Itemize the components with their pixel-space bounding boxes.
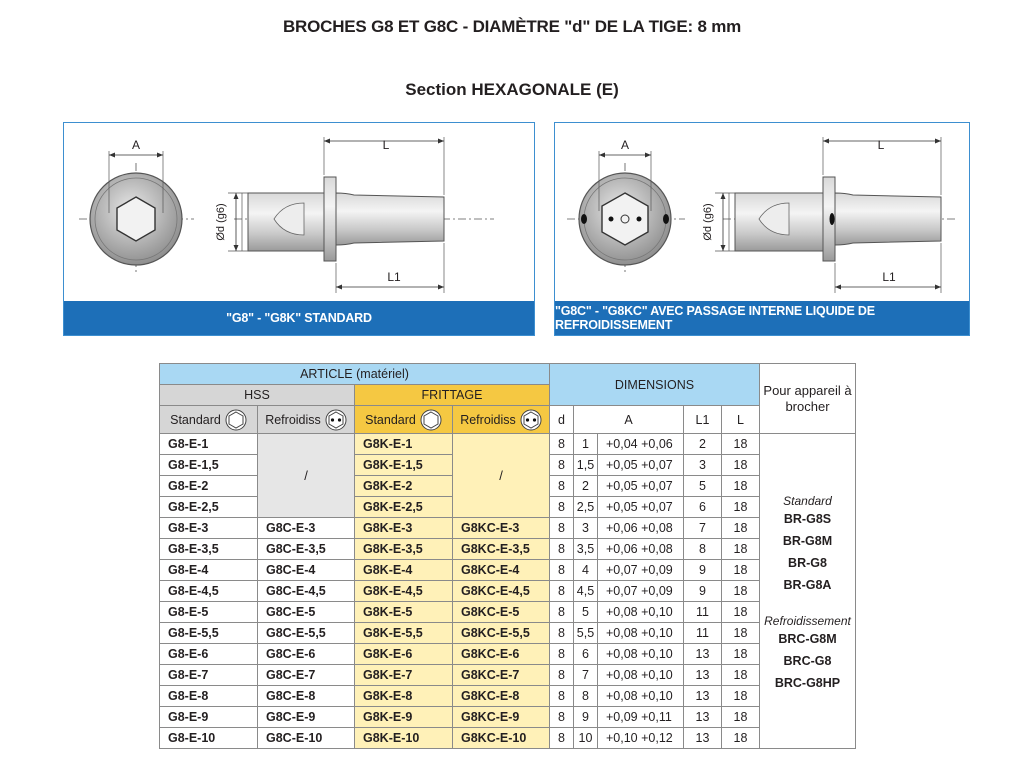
cell-l1: 3 — [684, 455, 722, 476]
cell-frittage-standard: G8K-E-2 — [355, 476, 453, 497]
cell-l1: 2 — [684, 434, 722, 455]
table-row — [160, 434, 856, 455]
table-row — [160, 728, 856, 749]
cell-d: 8 — [550, 539, 574, 560]
header-frittage-refroid — [453, 406, 550, 434]
broach-drawing-coolant — [555, 123, 969, 303]
cell-hss-refroid: G8C-E-8 — [258, 686, 355, 707]
cell-a: 3,5 — [574, 539, 598, 560]
hexagon-coolant-icon — [520, 409, 542, 431]
side-view — [228, 137, 494, 293]
cell-l1: 11 — [684, 602, 722, 623]
cell-l1: 13 — [684, 644, 722, 665]
cell-frittage-standard: G8K-E-4,5 — [355, 581, 453, 602]
cell-l: 18 — [722, 623, 760, 644]
cell-hss-standard: G8-E-10 — [160, 728, 258, 749]
cell-a: 6 — [574, 644, 598, 665]
cell-frittage-standard: G8K-E-5 — [355, 602, 453, 623]
cell-d: 8 — [550, 434, 574, 455]
machines-list — [760, 434, 856, 749]
cell-a: 10 — [574, 728, 598, 749]
cell-frittage-standard: G8K-E-5,5 — [355, 623, 453, 644]
cell-d: 8 — [550, 707, 574, 728]
header-hss-standard — [160, 406, 258, 434]
cell-l1: 11 — [684, 623, 722, 644]
cell-hss-refroid: G8C-E-4 — [258, 560, 355, 581]
label-l: L — [382, 138, 390, 152]
machine-standard: BR-G8S — [783, 512, 832, 526]
label-standard: Standard — [365, 412, 416, 427]
cell-hss-standard: G8-E-1,5 — [160, 455, 258, 476]
cell-a: 4,5 — [574, 581, 598, 602]
cell-hss-refroid: G8C-E-5,5 — [258, 623, 355, 644]
cell-d: 8 — [550, 644, 574, 665]
cell-l1: 5 — [684, 476, 722, 497]
side-view — [715, 137, 955, 293]
end-view — [79, 151, 194, 275]
cell-d: 8 — [550, 560, 574, 581]
cell-l1: 7 — [684, 518, 722, 539]
cell-hss-standard: G8-E-3,5 — [160, 539, 258, 560]
cell-a: 5 — [574, 602, 598, 623]
cell-d: 8 — [550, 476, 574, 497]
cell-frittage-refroid: G8KC-E-7 — [453, 665, 550, 686]
cell-a: 1 — [574, 434, 598, 455]
cell-l: 18 — [722, 644, 760, 665]
cell-hss-standard: G8-E-3 — [160, 518, 258, 539]
cell-a-tolerance: +0,08 +0,10 — [598, 686, 684, 707]
machine-standard: BR-G8 — [788, 556, 827, 570]
cell-l: 18 — [722, 707, 760, 728]
cell-hss-standard: G8-E-1 — [160, 434, 258, 455]
cell-frittage-refroid: G8KC-E-6 — [453, 644, 550, 665]
cell-a-tolerance: +0,07 +0,09 — [598, 581, 684, 602]
cell-l: 18 — [722, 476, 760, 497]
spec-table — [159, 363, 856, 749]
cell-frittage-refroid: G8KC-E-8 — [453, 686, 550, 707]
machine-refroid: BRC-G8M — [778, 632, 837, 646]
cell-d: 8 — [550, 728, 574, 749]
cell-l: 18 — [722, 518, 760, 539]
cell-a: 5,5 — [574, 623, 598, 644]
header-col-d: d — [550, 406, 574, 434]
panel-caption-standard: "G8" - "G8K" STANDARD — [64, 301, 534, 335]
diagram-panel-coolant — [554, 122, 970, 336]
cell-hss-refroid: G8C-E-7 — [258, 665, 355, 686]
label-a: A — [131, 138, 141, 152]
cell-a-tolerance: +0,09 +0,11 — [598, 707, 684, 728]
cell-l: 18 — [722, 434, 760, 455]
cell-hss-refroid: G8C-E-5 — [258, 602, 355, 623]
cell-a-tolerance: +0,05 +0,07 — [598, 497, 684, 518]
cell-d: 8 — [550, 623, 574, 644]
cell-a-tolerance: +0,05 +0,07 — [598, 476, 684, 497]
cell-a: 9 — [574, 707, 598, 728]
section-subtitle: Section HEXAGONALE (E) — [405, 80, 619, 99]
label-l1: L1 — [882, 270, 896, 284]
header-col-a: A — [574, 406, 684, 434]
cell-frittage-refroid: G8KC-E-5,5 — [453, 623, 550, 644]
cell-l: 18 — [722, 497, 760, 518]
cell-frittage-refroid: G8KC-E-4 — [453, 560, 550, 581]
table-row — [160, 707, 856, 728]
cell-d: 8 — [550, 455, 574, 476]
cell-a-tolerance: +0,06 +0,08 — [598, 539, 684, 560]
cell-a-tolerance: +0,06 +0,08 — [598, 518, 684, 539]
header-hss: HSS — [160, 385, 355, 406]
label-diameter: Ød (g6) — [702, 203, 714, 241]
panel-caption-coolant: "G8C" - "G8KC" AVEC PASSAGE INTERNE LIQUIDE DE REFROIDISSEMENT — [555, 301, 969, 335]
cell-hss-standard: G8-E-2,5 — [160, 497, 258, 518]
label-a: A — [620, 138, 630, 152]
cell-hss-standard: G8-E-5,5 — [160, 623, 258, 644]
cell-frittage-refroid: G8KC-E-3,5 — [453, 539, 550, 560]
cell-frittage-standard: G8K-E-1 — [355, 434, 453, 455]
cell-a: 1,5 — [574, 455, 598, 476]
page-title: BROCHES G8 ET G8C - DIAMÈTRE "d" DE LA TIGE: 8 mm — [282, 17, 742, 36]
cell-hss-standard: G8-E-8 — [160, 686, 258, 707]
cell-frittage-standard: G8K-E-10 — [355, 728, 453, 749]
cell-d: 8 — [550, 497, 574, 518]
label-diameter: Ød (g6) — [215, 203, 227, 241]
cell-a: 7 — [574, 665, 598, 686]
label-l1: L1 — [387, 270, 401, 284]
cell-frittage-refroid: G8KC-E-9 — [453, 707, 550, 728]
broach-drawing-standard — [64, 123, 534, 303]
cell-l1: 8 — [684, 539, 722, 560]
machine-standard: BR-G8A — [783, 578, 832, 592]
table-row — [160, 665, 856, 686]
hexagon-coolant-icon — [325, 409, 347, 431]
cell-frittage-standard: G8K-E-8 — [355, 686, 453, 707]
cell-frittage-standard: G8K-E-4 — [355, 560, 453, 581]
cell-a-tolerance: +0,08 +0,10 — [598, 644, 684, 665]
cell-hss-standard: G8-E-4 — [160, 560, 258, 581]
header-hss-refroid — [258, 406, 355, 434]
header-col-l1: L1 — [684, 406, 722, 434]
label-l: L — [877, 138, 885, 152]
cell-hss-refroid: G8C-E-3 — [258, 518, 355, 539]
cell-hss-refroid: G8C-E-9 — [258, 707, 355, 728]
cell-hss-standard: G8-E-2 — [160, 476, 258, 497]
machine-refroid: BRC-G8 — [783, 654, 832, 668]
cell-l1: 9 — [684, 560, 722, 581]
cell-l1: 9 — [684, 581, 722, 602]
cell-l1: 13 — [684, 728, 722, 749]
label-refroid: Refroidiss — [460, 412, 516, 427]
cell-l: 18 — [722, 581, 760, 602]
cell-hss-refroid: G8C-E-10 — [258, 728, 355, 749]
cell-d: 8 — [550, 665, 574, 686]
cell-a-tolerance: +0,04 +0,06 — [598, 434, 684, 455]
cell-l: 18 — [722, 455, 760, 476]
cell-hss-refroid: G8C-E-3,5 — [258, 539, 355, 560]
cell-l: 18 — [722, 686, 760, 707]
cell-frittage-standard: G8K-E-3,5 — [355, 539, 453, 560]
cell-hss-standard: G8-E-5 — [160, 602, 258, 623]
cell-hss-standard: G8-E-9 — [160, 707, 258, 728]
machines-group-standard: Standard — [783, 494, 832, 508]
header-machines: Pour appareil à brocher — [760, 364, 856, 434]
cell-a-tolerance: +0,05 +0,07 — [598, 455, 684, 476]
cell-a-tolerance: +0,08 +0,10 — [598, 665, 684, 686]
cell-l: 18 — [722, 602, 760, 623]
machine-standard: BR-G8M — [782, 534, 833, 548]
header-article: ARTICLE (matériel) — [160, 364, 550, 385]
header-frittage-standard — [355, 406, 453, 434]
header-frittage: FRITTAGE — [355, 385, 550, 406]
machine-refroid: BRC-G8HP — [774, 676, 841, 690]
cell-d: 8 — [550, 581, 574, 602]
cell-l: 18 — [722, 728, 760, 749]
cell-frittage-standard: G8K-E-7 — [355, 665, 453, 686]
table-row — [160, 644, 856, 665]
cell-a-tolerance: +0,10 +0,12 — [598, 728, 684, 749]
cell-frittage-standard: G8K-E-2,5 — [355, 497, 453, 518]
header-col-l: L — [722, 406, 760, 434]
cell-frittage-refroid: G8KC-E-4,5 — [453, 581, 550, 602]
cell-hss-standard: G8-E-7 — [160, 665, 258, 686]
diagram-panel-standard — [63, 122, 535, 336]
label-refroid: Refroidiss — [265, 412, 321, 427]
hexagon-icon — [225, 409, 247, 431]
cell-l1: 13 — [684, 686, 722, 707]
table-row — [160, 581, 856, 602]
header-dimensions: DIMENSIONS — [550, 364, 760, 406]
table-row — [160, 623, 856, 644]
cell-a: 4 — [574, 560, 598, 581]
cell-a: 2 — [574, 476, 598, 497]
cell-hss-refroid-na: / — [258, 434, 355, 518]
table-row — [160, 686, 856, 707]
table-row — [160, 560, 856, 581]
table-row — [160, 539, 856, 560]
machines-group-refroid: Refroidissement — [764, 614, 851, 628]
table-row — [160, 602, 856, 623]
cell-frittage-refroid-na: / — [453, 434, 550, 518]
cell-frittage-refroid: G8KC-E-5 — [453, 602, 550, 623]
cell-frittage-standard: G8K-E-1,5 — [355, 455, 453, 476]
cell-l1: 13 — [684, 665, 722, 686]
cell-frittage-standard: G8K-E-9 — [355, 707, 453, 728]
cell-hss-refroid: G8C-E-6 — [258, 644, 355, 665]
cell-l: 18 — [722, 665, 760, 686]
cell-frittage-refroid: G8KC-E-10 — [453, 728, 550, 749]
cell-l1: 6 — [684, 497, 722, 518]
spacer — [760, 596, 855, 614]
cell-frittage-refroid: G8KC-E-3 — [453, 518, 550, 539]
cell-hss-standard: G8-E-6 — [160, 644, 258, 665]
cell-frittage-standard: G8K-E-6 — [355, 644, 453, 665]
cell-hss-standard: G8-E-4,5 — [160, 581, 258, 602]
cell-d: 8 — [550, 686, 574, 707]
label-standard: Standard — [170, 412, 221, 427]
cell-a: 3 — [574, 518, 598, 539]
cell-a-tolerance: +0,08 +0,10 — [598, 623, 684, 644]
end-view — [567, 151, 685, 275]
cell-hss-refroid: G8C-E-4,5 — [258, 581, 355, 602]
table-row — [160, 518, 856, 539]
hexagon-icon — [420, 409, 442, 431]
cell-a: 8 — [574, 686, 598, 707]
cell-d: 8 — [550, 602, 574, 623]
cell-a-tolerance: +0,08 +0,10 — [598, 602, 684, 623]
cell-d: 8 — [550, 518, 574, 539]
cell-l: 18 — [722, 539, 760, 560]
cell-frittage-standard: G8K-E-3 — [355, 518, 453, 539]
cell-l: 18 — [722, 560, 760, 581]
cell-l1: 13 — [684, 707, 722, 728]
cell-a-tolerance: +0,07 +0,09 — [598, 560, 684, 581]
cell-a: 2,5 — [574, 497, 598, 518]
